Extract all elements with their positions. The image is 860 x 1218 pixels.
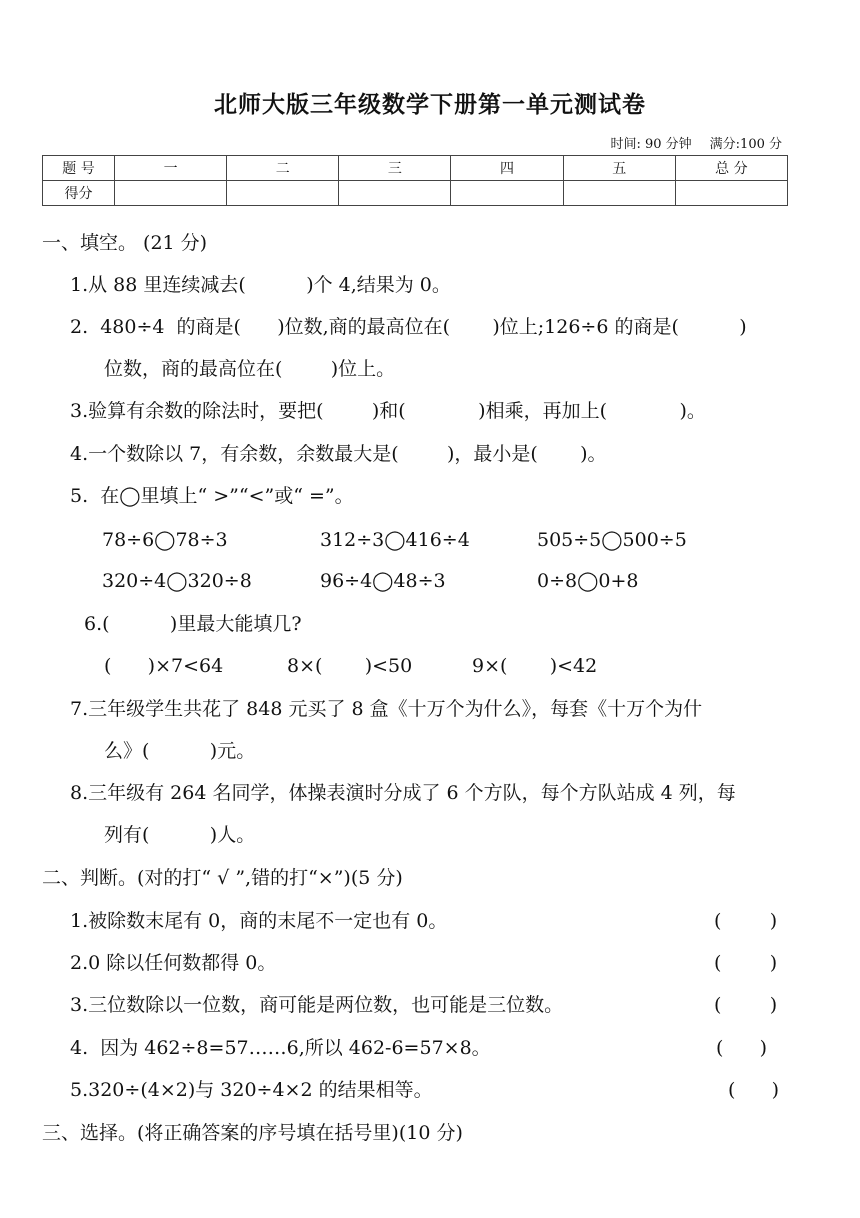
score-row <box>43 181 788 206</box>
question-1: 1.从 88 里连续减去( )个 4,结果为 0。 <box>70 274 451 296</box>
header-cell: 一 <box>115 156 227 181</box>
answer-paren[interactable]: ( ) <box>714 910 778 932</box>
question-2-line-1: 2. 480÷4 的商是( )位数,商的最高位在( )位上;126÷6 的商是( ) <box>70 316 747 338</box>
score-header-row <box>43 156 788 181</box>
full-score: 满分:100 分 <box>709 137 782 152</box>
compare-item: 78÷6◯78÷3 <box>102 529 228 551</box>
max-fill-item: ( )×7<64 <box>104 655 224 677</box>
section-heading-judge: 二、判断。(对的打“ √ ”,错的打“×”)(5 分) <box>42 867 403 889</box>
answer-paren[interactable]: ( ) <box>728 1079 780 1101</box>
answer-paren[interactable]: ( ) <box>714 994 778 1016</box>
max-fill-item: 9×( )<42 <box>472 655 598 677</box>
section-heading-fill: 一、填空。 (21 分) <box>42 232 208 254</box>
compare-item: 505÷5◯500÷5 <box>537 529 687 551</box>
judge-item: 5.320÷(4×2)与 320÷4×2 的结果相等。 <box>70 1079 433 1101</box>
judge-item: 4. 因为 462÷8=57……6,所以 462-6=57×8。 <box>70 1037 491 1059</box>
score-cell[interactable] <box>563 181 675 206</box>
header-cell: 五 <box>563 156 675 181</box>
header-cell: 总 分 <box>675 156 787 181</box>
judge-item: 3.三位数除以一位数，商可能是两位数，也可能是三位数。 <box>70 994 564 1016</box>
question-2-line-2: 位数，商的最高位在( )位上。 <box>104 358 396 380</box>
header-cell: 题 号 <box>43 156 115 181</box>
page-title: 北师大版三年级数学下册第一单元测试卷 <box>214 92 646 118</box>
question-8-line-2: 列有( )人。 <box>104 824 256 846</box>
max-fill-item: 8×( )<50 <box>287 655 413 677</box>
compare-item: 312÷3◯416÷4 <box>320 529 470 551</box>
question-7-line-1: 7.三年级学生共花了 848 元买了 8 盒《十万个为什么》，每套《十万个为什 <box>70 698 703 720</box>
question-6: 6.( )里最大能填几? <box>84 613 302 635</box>
compare-item: 96÷4◯48÷3 <box>320 570 446 592</box>
question-7-line-2: 么》( )元。 <box>104 740 256 762</box>
header-cell: 三 <box>339 156 451 181</box>
time-limit: 时间: 90 分钟 <box>610 137 692 152</box>
judge-item: 1.被除数末尾有 0，商的末尾不一定也有 0。 <box>70 910 448 932</box>
compare-item: 320÷4◯320÷8 <box>102 570 252 592</box>
judge-item: 2.0 除以任何数都得 0。 <box>70 952 277 974</box>
score-cell[interactable] <box>675 181 787 206</box>
section-heading-choice: 三、选择。(将正确答案的序号填在括号里)(10 分) <box>42 1122 463 1144</box>
answer-paren[interactable]: ( ) <box>716 1037 768 1059</box>
question-5: 5. 在◯里填上“ >”“<”或“ =”。 <box>70 485 354 507</box>
header-cell: 二 <box>227 156 339 181</box>
header-cell: 四 <box>451 156 563 181</box>
answer-paren[interactable]: ( ) <box>714 952 778 974</box>
exam-meta <box>610 133 782 152</box>
compare-item: 0÷8◯0+8 <box>537 570 639 592</box>
question-8-line-1: 8.三年级有 264 名同学，体操表演时分成了 6 个方队，每个方队站成 4 列，每 <box>70 782 736 804</box>
score-table <box>42 155 788 206</box>
score-cell[interactable] <box>451 181 563 206</box>
score-cell[interactable] <box>339 181 451 206</box>
question-4: 4.一个数除以 7，有余数，余数最大是( )，最小是( )。 <box>70 443 607 465</box>
score-cell[interactable] <box>115 181 227 206</box>
question-3: 3.验算有余数的除法时，要把( )和( )相乘，再加上( )。 <box>70 400 706 422</box>
score-row-label: 得分 <box>43 181 115 206</box>
score-cell[interactable] <box>227 181 339 206</box>
